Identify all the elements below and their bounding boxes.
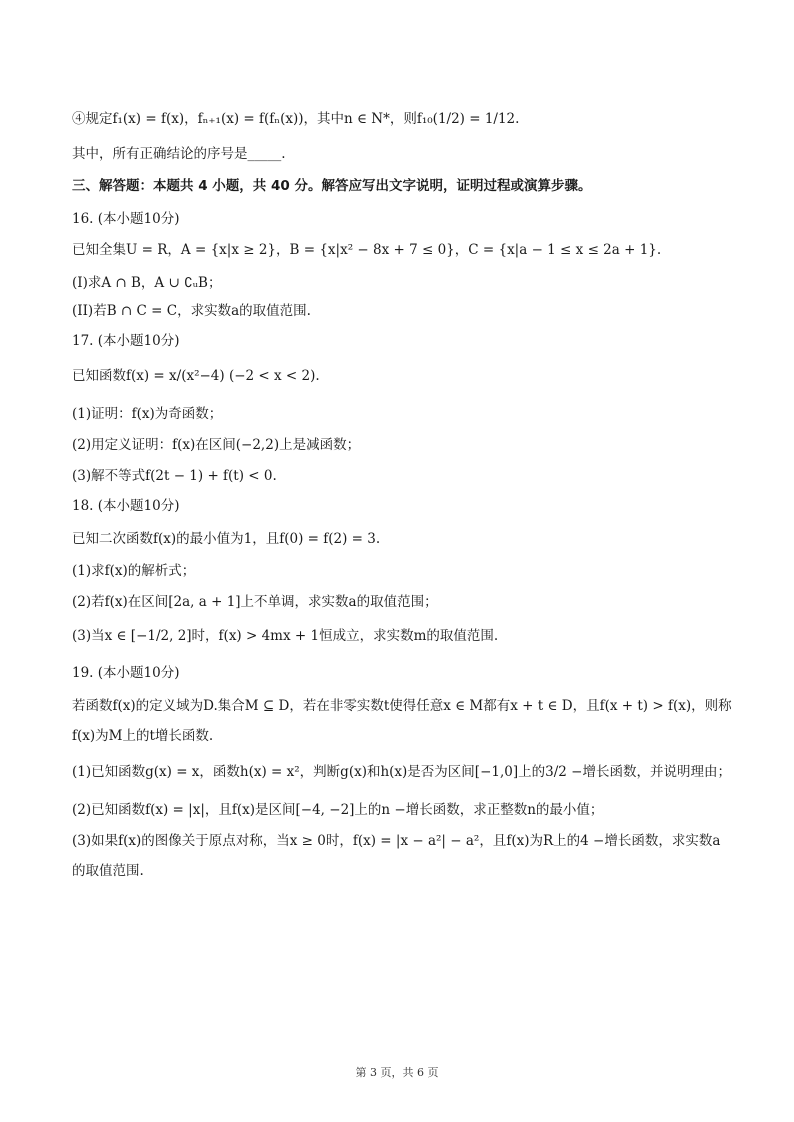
q18-part-3: (3)当x ∈ [−1/2, 2]时，f(x) > 4mx + 1恒成立，求实数m的取值范围. (72, 628, 499, 644)
q19-part-3: (3)如果f(x)的图像关于原点对称，当x ≥ 0时，f(x) = |x − a²| − a²，且f(x)为R上的4 −增长函数，求实数a的取值范围. (72, 833, 721, 879)
q16-part-1: (I)求A ∩ B，A ∪ ∁ᵤB； (72, 275, 222, 291)
q16-heading: 16. (本小题10分) (72, 211, 180, 227)
q17-stem: 已知函数f(x) = x/(x²−4) (−2 < x < 2). (72, 368, 320, 384)
q16-part-2: (II)若B ∩ C = C，求实数a的取值范围. (72, 303, 311, 319)
q19-stem: 若函数f(x)的定义域为D.集合M ⊆ D，若在非零实数t使得任意x ∈ M都有x + t ∈ D，且f(x + t) > f(x)，则称f(x)为M上的t增长函数. (72, 698, 732, 744)
fill-prompt: 其中，所有正确结论的序号是_____. (72, 146, 286, 162)
q17-part-3: (3)解不等式f(2t − 1) + f(t) < 0. (72, 468, 277, 484)
q18-heading: 18. (本小题10分) (72, 498, 180, 514)
q19-part-1: (1)已知函数g(x) = x，函数h(x) = x²，判断g(x)和h(x)是否为区间[−1,0]上的3/2 −增长函数，并说明理由； (72, 764, 731, 780)
q19-heading: 19. (本小题10分) (72, 665, 180, 681)
q17-heading: 17. (本小题10分) (72, 333, 180, 349)
page-footer: 第 3 页，共 6 页 (355, 1066, 439, 1079)
q17-part-2: (2)用定义证明：f(x)在区间(−2,2)上是减函数； (72, 437, 361, 453)
q16-stem: 已知全集U = R，A = {x|x ≥ 2}，B = {x|x² − 8x + 7 ≤ 0}，C = {x|a − 1 ≤ x ≤ 2a + 1}. (72, 242, 662, 258)
q18-part-1: (1)求f(x)的解析式； (72, 563, 196, 579)
q18-stem: 已知二次函数f(x)的最小值为1，且f(0) = f(2) = 3. (72, 531, 381, 547)
item-4-text: ④规定f₁(x) = f(x)，fₙ₊₁(x) = f(fₙ(x))，其中n ∈ N*，则f₁₀(1/2) = 1/12. (72, 111, 520, 127)
section-3-heading: 三、解答题：本题共 4 小题，共 40 分。解答应写出文字说明，证明过程或演算步骤。 (72, 178, 592, 194)
q19-part-2: (2)已知函数f(x) = |x|，且f(x)是区间[−4, −2]上的n −增长函数，求正整数n的最小值； (72, 802, 604, 818)
q17-part-1: (1)证明：f(x)为奇函数； (72, 406, 223, 422)
q18-part-2: (2)若f(x)在区间[2a, a + 1]上不单调，求实数a的取值范围； (72, 594, 438, 610)
